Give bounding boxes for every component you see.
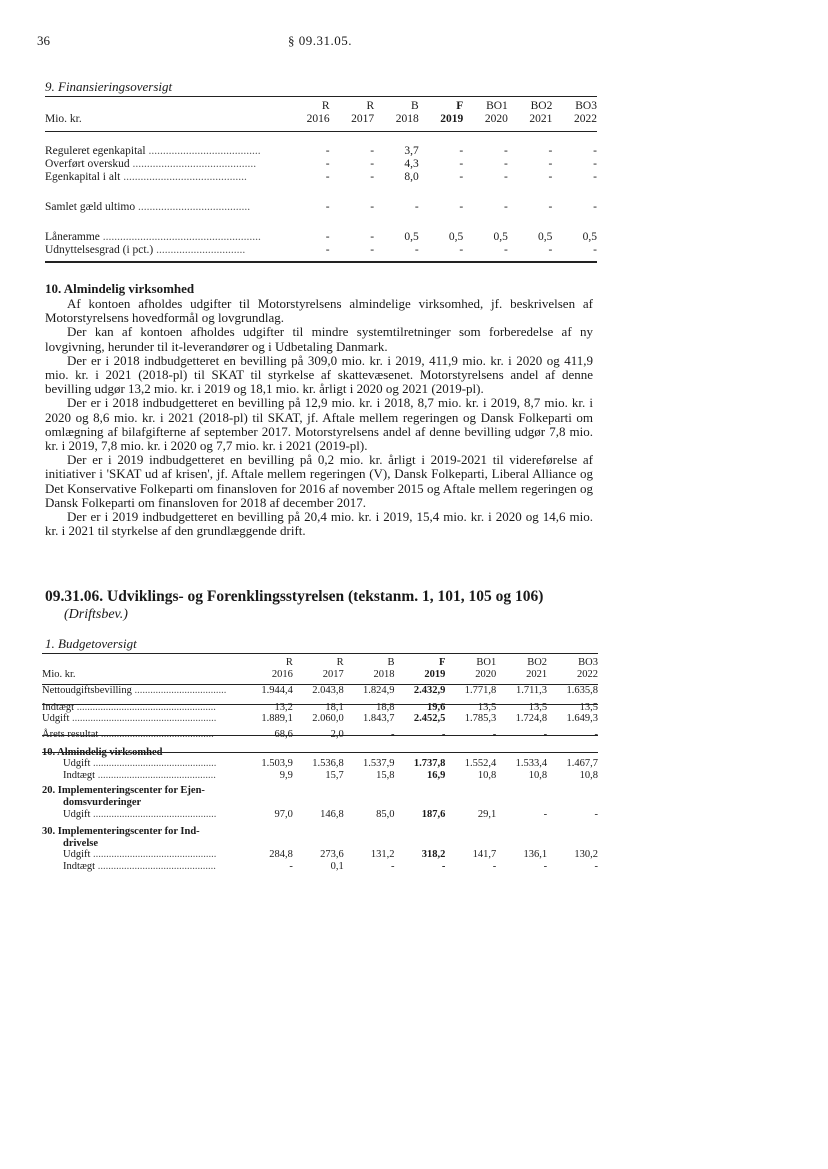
- fin-col-type: F: [456, 100, 464, 112]
- cell: -: [325, 158, 330, 170]
- cell: -: [370, 171, 375, 183]
- fin-col-year: 2017: [351, 113, 375, 125]
- bud-top-rule: [42, 653, 598, 654]
- bud-col-type: BO2: [527, 657, 548, 668]
- row-label: Udgift: [63, 758, 91, 770]
- cell: 1.649,3: [566, 713, 598, 725]
- cell: -: [492, 860, 497, 872]
- cell: -: [594, 728, 598, 740]
- cell: -: [441, 728, 446, 740]
- cell: 0,1: [330, 860, 344, 872]
- cell: -: [548, 145, 553, 157]
- cell: 2.060,0: [312, 713, 344, 725]
- page-header: § 09.31.05.: [288, 33, 352, 48]
- cell: -: [593, 158, 597, 170]
- cell: -: [441, 860, 446, 872]
- fin-col-type: R: [366, 100, 375, 112]
- cell: -: [325, 244, 330, 256]
- cell: 187,6: [421, 808, 446, 820]
- bud-col-type: B: [387, 657, 395, 668]
- cell: 10,8: [528, 769, 548, 781]
- cell: -: [459, 171, 464, 183]
- cell: -: [503, 158, 508, 170]
- cell: -: [548, 201, 553, 213]
- group-heading: [42, 838, 598, 850]
- fin-bottom-rule: [45, 261, 597, 263]
- table-row: Udgift ............................................... 284,8 273,6 131,2 318,2 141,7 136,1 130,2: [63, 849, 598, 861]
- table-row: Reguleret egenkapital ....................................... - - 3,7 - - - -: [45, 145, 597, 157]
- cell: 1.503,9: [261, 758, 293, 770]
- cell: 10,8: [477, 769, 497, 781]
- group-heading: [42, 826, 598, 838]
- row-label: Reguleret egenkapital: [45, 145, 146, 157]
- cell: -: [459, 158, 464, 170]
- cell: 1.533,4: [515, 758, 548, 770]
- cell: 10,8: [579, 769, 598, 781]
- cell: -: [459, 145, 464, 157]
- cell: 1.536,8: [312, 758, 344, 770]
- main-section-subtitle: (Driftsbev.): [64, 607, 128, 622]
- row-label: Indtægt: [42, 701, 75, 713]
- table-row: Indtægt ............................................. - 0,1 - - - - -: [63, 860, 598, 872]
- cell: 2.452,5: [413, 713, 446, 725]
- cell: 1.552,4: [464, 758, 497, 770]
- section-heading: 10. Almindelig virksomhed: [45, 281, 195, 296]
- table-row: Udgift ............................................... 97,0 146,8 85,0 187,6 29,1 - -: [63, 808, 598, 820]
- cell: -: [370, 145, 375, 157]
- fin-table: [45, 100, 597, 257]
- table-row: Indtægt ..................................................... 13,2 18,1 18,8 19,6 13,5 13,5 13,5: [42, 701, 598, 713]
- cell: -: [325, 201, 330, 213]
- table-row: Udgift ....................................................... 1.889,1 2.060,0 1.843,7 2.452,5 1.785,3 1.724,8 1.649,3: [42, 713, 598, 725]
- cell: 68,6: [274, 728, 293, 740]
- cell: 1.889,1: [261, 713, 293, 725]
- paragraph: Der er i 2019 indbudgetteret en bevilling på 20,4 mio. kr. i 2019, 15,4 mio. kr. i 2020 og 14,6 mio. kr. i 2021 til styrkelse af den grundlæggende drift.: [45, 509, 593, 539]
- row-label: Udgift: [63, 808, 91, 820]
- cell: 0,5: [448, 231, 464, 243]
- group-title: 10. Almindelig virksomhed: [42, 746, 163, 758]
- cell: 284,8: [269, 849, 293, 861]
- cell: 9,9: [279, 769, 293, 781]
- cell: 136,1: [523, 849, 548, 861]
- cell: -: [503, 145, 508, 157]
- cell: -: [543, 860, 548, 872]
- fin-header-types: [45, 100, 597, 113]
- cell: 273,6: [320, 849, 344, 861]
- fin-col-year: 2019: [440, 113, 464, 125]
- cell: -: [593, 171, 597, 183]
- fin-header-years: [45, 113, 597, 126]
- fin-top-rule: [45, 96, 597, 97]
- group-title: drivelse: [63, 837, 98, 849]
- cell: -: [503, 171, 508, 183]
- group-heading: [42, 785, 598, 797]
- table-row: Udnyttelsesgrad (i pct.) ............................... - - - - - - -: [45, 244, 597, 256]
- cell: 146,8: [320, 808, 344, 820]
- group-title: domsvurderinger: [63, 796, 142, 808]
- fin-unit: Mio. kr.: [45, 113, 82, 125]
- row-label: Samlet gæld ultimo: [45, 201, 136, 213]
- fin-col-year: 2021: [529, 113, 553, 125]
- fin-col-type: BO3: [575, 100, 597, 112]
- cell: -: [391, 728, 395, 740]
- cell: -: [414, 244, 419, 256]
- cell: 13,5: [528, 701, 548, 713]
- fin-header-rule: [45, 131, 597, 132]
- cell: -: [594, 860, 598, 872]
- paragraph: Der kan af kontoen afholdes udgifter til mindre systemtilretninger som forberedelse af ny lovgivning, herunder til it-leverandører og i Udbetaling Danmark.: [45, 324, 593, 354]
- cell: 318,2: [421, 849, 446, 861]
- row-label: Indtægt: [63, 769, 96, 781]
- paragraph: Der er i 2018 indbudgetteret en bevilling på 12,9 mio. kr. i 2018, 8,7 mio. kr. i 2019, 8,7 mio. kr. i 2020 og 8,6 mio. kr. i 2021 (2018-pl) til SKAT, jf. Aftale mellem regeringen og Dansk Folkeparti om omlægning af bilafgifterne af september 2017. Motorstyrelsens andel af denne bevilling udgør 7,8 mio. kr. i 2019, 7,8 mio. kr. i 2020 og 7,7 mio. kr. i 2021 (2019-pl).: [45, 395, 593, 454]
- cell: 1.737,8: [413, 758, 446, 770]
- row-label: Udgift: [63, 849, 91, 861]
- section-body: [45, 297, 593, 538]
- cell: 0,5: [582, 231, 597, 243]
- row-label: Overført overskud: [45, 158, 130, 170]
- bud-col-year: 2022: [577, 668, 598, 680]
- cell: 2.043,8: [312, 685, 344, 697]
- cell: -: [370, 244, 375, 256]
- cell: -: [593, 201, 597, 213]
- bud-netto-rule: [42, 704, 598, 705]
- cell: 15,8: [376, 769, 395, 781]
- row-label: Udnyttelsesgrad (i pct.): [45, 244, 154, 256]
- fin-col-type: BO2: [530, 100, 553, 112]
- cell: 2,0: [330, 728, 344, 740]
- table-row: Overført overskud ........................................... - - 4,3 - - - -: [45, 158, 597, 170]
- main-section-heading: 09.31.06. Udviklings- og Forenklingsstyrelsen (tekstanm. 1, 101, 105 og 106): [45, 588, 544, 605]
- cell: -: [289, 860, 293, 872]
- cell: 8,0: [404, 171, 419, 183]
- cell: -: [325, 171, 330, 183]
- cell: 1.724,8: [515, 713, 548, 725]
- bud-col-year: 2016: [271, 668, 293, 680]
- table-row: Årets resultat ........................................... 68,6 2,0 - - - - -: [42, 728, 598, 740]
- paragraph: Af kontoen afholdes udgifter til Motorstyrelsens almindelige virksomhed, jf. beskrivelsen af Motorstyrelsens hovedformål og lovgrundlag.: [45, 296, 593, 326]
- cell: 4,3: [404, 158, 419, 170]
- cell: 19,6: [427, 701, 446, 713]
- paragraph: Der er i 2018 indbudgetteret en bevilling på 309,0 mio. kr. i 2019, 411,9 mio. kr. i 2020 og 411,9 mio. kr. i 2021 (2018-pl) til SKAT til styrkelse af skattevæsenet. Motorstyrelsens andel af denne bevilling udgør 13,2 mio. kr. i 2019 og 18,1 mio. kr. årligt i 2020 og 2021 (2019-pl).: [45, 352, 593, 397]
- bud-col-type: R: [285, 657, 293, 668]
- bud-col-type: F: [438, 657, 446, 668]
- cell: 3,7: [404, 145, 419, 157]
- cell: 130,2: [574, 849, 598, 861]
- table-row: Låneramme ....................................................... - - 0,5 0,5 0,5 0,5 0,5: [45, 231, 597, 243]
- page-number: 36: [37, 33, 50, 48]
- row-label: Indtægt: [63, 860, 96, 872]
- cell: 13,2: [274, 701, 293, 713]
- cell: 0,5: [493, 231, 508, 243]
- cell: 1.944,4: [261, 685, 293, 697]
- cell: 15,7: [325, 769, 344, 781]
- cell: -: [492, 728, 497, 740]
- cell: -: [594, 808, 598, 820]
- bud-col-type: BO1: [476, 657, 497, 668]
- fin-col-type: R: [321, 100, 330, 112]
- cell: 1.467,7: [566, 758, 598, 770]
- fin-title: 9. Finansieringsoversigt: [45, 79, 173, 94]
- fin-col-type: B: [411, 100, 419, 112]
- cell: -: [459, 244, 464, 256]
- cell: -: [548, 244, 553, 256]
- row-label: Nettoudgiftsbevilling: [42, 685, 132, 697]
- cell: -: [325, 231, 330, 243]
- table-row: Egenkapital i alt ........................................... - - 8,0 - - - -: [45, 171, 597, 183]
- bud-header-types: [42, 657, 598, 669]
- cell: 18,1: [325, 701, 344, 713]
- bud-col-type: R: [336, 657, 344, 668]
- cell: 1.711,3: [515, 685, 548, 697]
- bud-col-year: 2020: [475, 668, 497, 680]
- cell: -: [593, 244, 597, 256]
- bud-col-type: BO3: [578, 657, 598, 668]
- cell: 85,0: [376, 808, 395, 820]
- cell: -: [543, 728, 548, 740]
- fin-col-type: BO1: [486, 100, 508, 112]
- cell: 16,9: [427, 769, 446, 781]
- cell: 1.843,7: [363, 713, 395, 725]
- cell: 1.785,3: [464, 713, 497, 725]
- table-row: Samlet gæld ultimo ....................................... - - - - - - -: [45, 201, 597, 213]
- cell: 97,0: [274, 808, 293, 820]
- group-heading: [42, 797, 598, 809]
- bud-unit: Mio. kr.: [42, 668, 76, 680]
- table-row: Nettoudgiftsbevilling ................................... 1.944,4 2.043,8 1.824,9 2.432,9 1.771,8 1.711,3 1.635,8: [42, 685, 598, 697]
- cell: 131,2: [370, 849, 395, 861]
- cell: -: [370, 201, 375, 213]
- bud-col-year: 2019: [424, 668, 446, 680]
- cell: -: [593, 145, 597, 157]
- bud-col-year: 2017: [322, 668, 344, 680]
- cell: 1.635,8: [566, 685, 598, 697]
- fin-col-year: 2018: [395, 113, 419, 125]
- cell: -: [503, 201, 508, 213]
- bud-header-rule: [42, 684, 598, 685]
- table-row: Udgift ............................................... 1.503,9 1.536,8 1.537,9 1.737,8 1.552,4 1.533,4 1.467,7: [63, 758, 598, 770]
- bud-col-year: 2021: [526, 668, 548, 680]
- row-label: Årets resultat: [42, 728, 99, 740]
- cell: 18,8: [376, 701, 395, 713]
- cell: 2.432,9: [413, 685, 446, 697]
- cell: -: [370, 231, 375, 243]
- row-label: Udgift: [42, 713, 70, 725]
- cell: -: [325, 145, 330, 157]
- cell: 1.537,9: [363, 758, 395, 770]
- bud-result-rule: [42, 752, 598, 753]
- bud-title: 1. Budgetoversigt: [45, 636, 137, 651]
- row-label: Låneramme: [45, 231, 100, 243]
- table-row: Indtægt ............................................. 9,9 15,7 15,8 16,9 10,8 10,8 10,8: [63, 769, 598, 781]
- cell: 141,7: [472, 849, 497, 861]
- cell: -: [459, 201, 464, 213]
- row-label: Egenkapital i alt: [45, 171, 121, 183]
- group-title: 20. Implementeringscenter for Ejen-: [42, 785, 205, 797]
- cell: -: [543, 808, 548, 820]
- group-title: 30. Implementeringscenter for Ind-: [42, 826, 200, 838]
- bud-header-years: [42, 669, 598, 681]
- bud-col-year: 2018: [373, 668, 395, 680]
- cell: -: [370, 158, 375, 170]
- cell: 29,1: [477, 808, 497, 820]
- cell: -: [548, 171, 553, 183]
- cell: 1.771,8: [464, 685, 497, 697]
- cell: 13,5: [579, 701, 598, 713]
- cell: 13,5: [477, 701, 497, 713]
- cell: -: [414, 201, 419, 213]
- fin-col-year: 2020: [484, 113, 508, 125]
- paragraph: Der er i 2019 indbudgetteret en bevilling på 0,2 mio. kr. årligt i 2019-2021 til videreførelse af initiativer i 'SKAT ud af krisen', jf. Aftale mellem regeringen (V), Dansk Folkeparti, Liberal Alliance og Det Konservative Folkeparti om finansloven for 2016 af november 2015 og Aftale mellem regeringen og Dansk Folkeparti om finansloven for 2018 af december 2017.: [45, 452, 593, 510]
- cell: 0,5: [404, 231, 419, 243]
- bud-table: [42, 657, 598, 873]
- cell: -: [548, 158, 553, 170]
- cell: -: [391, 860, 395, 872]
- bud-sum-rule: [42, 735, 598, 736]
- cell: 1.824,9: [363, 685, 395, 697]
- cell: 0,5: [538, 231, 553, 243]
- fin-col-year: 2016: [306, 113, 330, 125]
- cell: -: [503, 244, 508, 256]
- fin-col-year: 2022: [574, 113, 597, 125]
